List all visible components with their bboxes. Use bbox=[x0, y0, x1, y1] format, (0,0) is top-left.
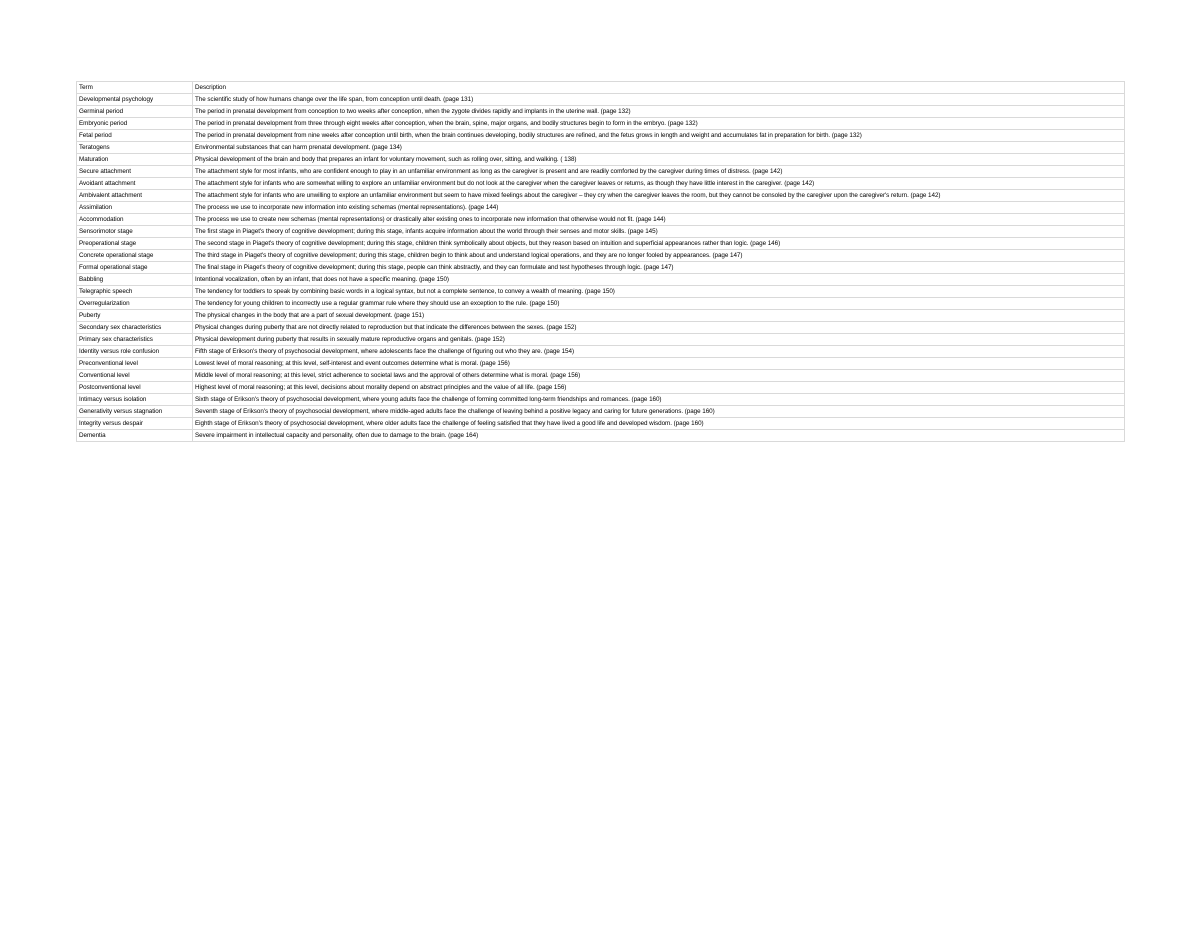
glossary-table bbox=[76, 81, 1125, 442]
description-cell[interactable]: Environmental substances that can harm prenatal development. (page 134) bbox=[193, 142, 1125, 154]
term-cell[interactable]: Accommodation bbox=[77, 214, 193, 226]
description-cell[interactable]: The process we use to create new schemas (mental representations) or drastically alter existing ones to incorporate new information that otherwise would not fit. (page 144) bbox=[193, 214, 1125, 226]
description-cell[interactable]: Severe impairment in intellectual capacity and personality, often due to damage to the brain. (page 164) bbox=[193, 430, 1125, 442]
description-cell[interactable]: Lowest level of moral reasoning; at this level, self-interest and event outcomes determine what is moral. (page 156) bbox=[193, 358, 1125, 370]
term-cell[interactable]: Concrete operational stage bbox=[77, 250, 193, 262]
term-cell[interactable]: Dementia bbox=[77, 430, 193, 442]
table-row bbox=[77, 370, 1125, 382]
term-cell[interactable]: Babbling bbox=[77, 274, 193, 286]
description-cell[interactable]: The tendency for young children to incorrectly use a regular grammar rule where they should use an exception to the rule. (page 150) bbox=[193, 298, 1125, 310]
description-cell[interactable]: Sixth stage of Erikson's theory of psychosocial development, where young adults face the challenge of forming committed long-term friendships and romances. (page 160) bbox=[193, 394, 1125, 406]
table-row bbox=[77, 310, 1125, 322]
term-cell[interactable]: Preoperational stage bbox=[77, 238, 193, 250]
term-cell[interactable]: Overregularization bbox=[77, 298, 193, 310]
table-row bbox=[77, 250, 1125, 262]
term-cell[interactable]: Generativity versus stagnation bbox=[77, 406, 193, 418]
table-row bbox=[77, 94, 1125, 106]
term-cell[interactable]: Sensorimotor stage bbox=[77, 226, 193, 238]
table-row bbox=[77, 430, 1125, 442]
table-row bbox=[77, 106, 1125, 118]
description-cell[interactable]: Physical development during puberty that results in sexually mature reproductive organs and genitals. (page 152) bbox=[193, 334, 1125, 346]
table-row bbox=[77, 238, 1125, 250]
term-cell[interactable]: Secure attachment bbox=[77, 166, 193, 178]
table-row bbox=[77, 214, 1125, 226]
description-cell[interactable]: The attachment style for infants who are somewhat willing to explore an unfamiliar environment but do not look at the caregiver when the caregiver leaves or returns, as though they have little interest in the caregiver. (page 142) bbox=[193, 178, 1125, 190]
table-row bbox=[77, 346, 1125, 358]
description-cell[interactable]: The process we use to incorporate new information into existing schemas (mental representations). (page 144) bbox=[193, 202, 1125, 214]
description-cell[interactable]: Highest level of moral reasoning; at this level, decisions about morality depend on abstract principles and the value of all life. (page 156) bbox=[193, 382, 1125, 394]
table-row bbox=[77, 154, 1125, 166]
description-cell[interactable]: Intentional vocalization, often by an infant, that does not have a specific meaning. (page 150) bbox=[193, 274, 1125, 286]
description-cell[interactable]: The scientific study of how humans change over the life span, from conception until death. (page 131) bbox=[193, 94, 1125, 106]
term-cell[interactable]: Primary sex characteristics bbox=[77, 334, 193, 346]
description-column-header[interactable]: Description bbox=[193, 82, 1125, 94]
table-row bbox=[77, 382, 1125, 394]
term-cell[interactable]: Conventional level bbox=[77, 370, 193, 382]
description-cell[interactable]: The final stage in Piaget's theory of cognitive development; during this stage, people can think abstractly, and they can formulate and test hypotheses through logic. (page 147) bbox=[193, 262, 1125, 274]
term-column-header[interactable]: Term bbox=[77, 82, 193, 94]
term-cell[interactable]: Intimacy versus isolation bbox=[77, 394, 193, 406]
table-row bbox=[77, 118, 1125, 130]
table-row bbox=[77, 202, 1125, 214]
table-row bbox=[77, 190, 1125, 202]
table-row bbox=[77, 358, 1125, 370]
description-cell[interactable]: The period in prenatal development from three through eight weeks after conception, when the brain, spine, major organs, and bodily structures begin to form in the embryo. (page 132) bbox=[193, 118, 1125, 130]
description-cell[interactable]: Eighth stage of Erikson's theory of psychosocial development, where older adults face the challenge of feeling satisfied that they have lived a good life and developed wisdom. (page 160) bbox=[193, 418, 1125, 430]
description-cell[interactable]: The attachment style for most infants, who are confident enough to play in an unfamiliar environment as long as the caregiver is present and are readily comforted by the caregiver during times of distress. (page 142) bbox=[193, 166, 1125, 178]
term-cell[interactable]: Assimilation bbox=[77, 202, 193, 214]
table-row bbox=[77, 406, 1125, 418]
term-cell[interactable]: Fetal period bbox=[77, 130, 193, 142]
description-cell[interactable]: Middle level of moral reasoning; at this level, strict adherence to societal laws and the approval of others determine what is moral. (page 156) bbox=[193, 370, 1125, 382]
table-row bbox=[77, 130, 1125, 142]
description-cell[interactable]: Fifth stage of Erikson's theory of psychosocial development, where adolescents face the challenge of figuring out who they are. (page 154) bbox=[193, 346, 1125, 358]
term-cell[interactable]: Teratogens bbox=[77, 142, 193, 154]
table-row bbox=[77, 418, 1125, 430]
term-cell[interactable]: Germinal period bbox=[77, 106, 193, 118]
term-cell[interactable]: Embryonic period bbox=[77, 118, 193, 130]
term-cell[interactable]: Postconventional level bbox=[77, 382, 193, 394]
description-cell[interactable]: The period in prenatal development from nine weeks after conception until birth, when the brain continues developing, bodily structures are refined, and the fetus grows in length and weight and accumulates fat in preparation for birth. (page 132) bbox=[193, 130, 1125, 142]
table-row bbox=[77, 142, 1125, 154]
table-row bbox=[77, 334, 1125, 346]
table-row bbox=[77, 394, 1125, 406]
table-row bbox=[77, 298, 1125, 310]
table-row bbox=[77, 166, 1125, 178]
term-cell[interactable]: Telegraphic speech bbox=[77, 286, 193, 298]
description-cell[interactable]: The second stage in Piaget's theory of cognitive development; during this stage, children think symbolically about objects, but they reason based on intuition and superficial appearances rather than logic. (page 146) bbox=[193, 238, 1125, 250]
description-cell[interactable]: The attachment style for infants who are unwilling to explore an unfamiliar environment but seem to have mixed feelings about the caregiver – they cry when the caregiver leaves the room, but they cannot be consoled by the caregiver upon the caregiver's return. (page 142) bbox=[193, 190, 1125, 202]
term-cell[interactable]: Identity versus role confusion bbox=[77, 346, 193, 358]
term-cell[interactable]: Ambivalent attachment bbox=[77, 190, 193, 202]
term-cell[interactable]: Secondary sex characteristics bbox=[77, 322, 193, 334]
description-cell[interactable]: Physical development of the brain and body that prepares an infant for voluntary movement, such as rolling over, sitting, and walking. ( 138) bbox=[193, 154, 1125, 166]
term-cell[interactable]: Maturation bbox=[77, 154, 193, 166]
term-cell[interactable]: Formal operational stage bbox=[77, 262, 193, 274]
term-cell[interactable]: Puberty bbox=[77, 310, 193, 322]
term-cell[interactable]: Integrity versus despair bbox=[77, 418, 193, 430]
header-row bbox=[77, 82, 1125, 94]
table-row bbox=[77, 178, 1125, 190]
table-row bbox=[77, 274, 1125, 286]
term-cell[interactable]: Developmental psychology bbox=[77, 94, 193, 106]
description-cell[interactable]: The third stage in Piaget's theory of cognitive development; during this stage, children begin to think about and understand logical operations, and they are no longer fooled by appearances. (page 147) bbox=[193, 250, 1125, 262]
table-row bbox=[77, 322, 1125, 334]
term-cell[interactable]: Preconventional level bbox=[77, 358, 193, 370]
description-cell[interactable]: Seventh stage of Erikson's theory of psychosocial development, where middle-aged adults face the challenge of leaving behind a positive legacy and caring for future generations. (page 160) bbox=[193, 406, 1125, 418]
description-cell[interactable]: Physical changes during puberty that are not directly related to reproduction but that indicate the differences between the sexes. (page 152) bbox=[193, 322, 1125, 334]
table-row bbox=[77, 262, 1125, 274]
term-cell[interactable]: Avoidant attachment bbox=[77, 178, 193, 190]
description-cell[interactable]: The first stage in Piaget's theory of cognitive development; during this stage, infants acquire information about the world through their senses and motor skills. (page 145) bbox=[193, 226, 1125, 238]
description-cell[interactable]: The period in prenatal development from conception to two weeks after conception, when the zygote divides rapidly and implants in the uterine wall. (page 132) bbox=[193, 106, 1125, 118]
table-row bbox=[77, 226, 1125, 238]
table-body bbox=[77, 94, 1125, 442]
description-cell[interactable]: The physical changes in the body that are a part of sexual development. (page 151) bbox=[193, 310, 1125, 322]
description-cell[interactable]: The tendency for toddlers to speak by combining basic words in a logical syntax, but not a complete sentence, to convey a wealth of meaning. (page 150) bbox=[193, 286, 1125, 298]
table-row bbox=[77, 286, 1125, 298]
